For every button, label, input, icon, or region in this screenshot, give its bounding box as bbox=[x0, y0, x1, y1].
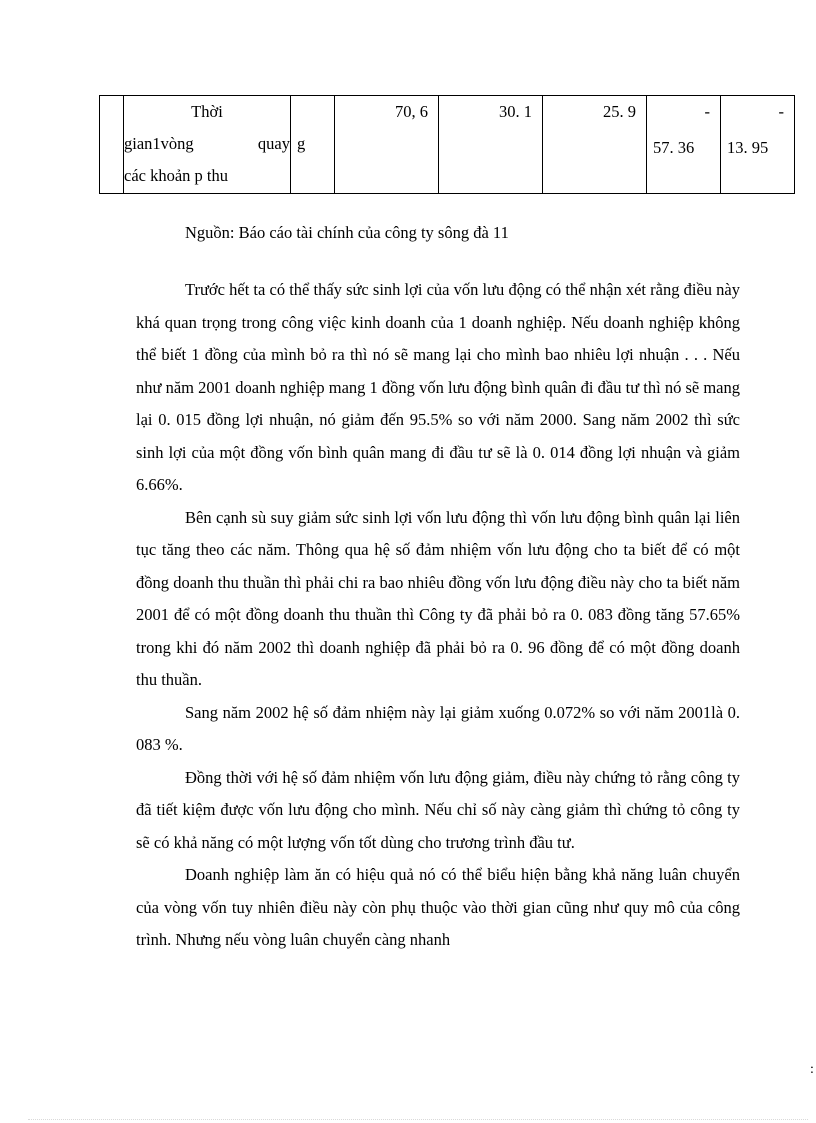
indicator-line-2 bbox=[124, 128, 290, 160]
page-mark: : bbox=[810, 1062, 814, 1077]
paragraph: Doanh nghiệp làm ăn có hiệu quả nó có thể biểu hiện bằng khả năng luân chuyển của vòng vốn tuy nhiên điều này còn phụ thuộc vào thời gian cũng như quy mô của công trình. Nhưng nếu vòng luân chuyển càng nhanh bbox=[136, 865, 740, 949]
paragraph: Trước hết ta có thể thấy sức sinh lợi của vốn lưu động có thể nhận xét rằng điều này khá quan trọng trong công việc kinh doanh của 1 doanh nghiệp. Nếu doanh nghiệp không thể biết 1 đồng của mình bỏ ra thì nó sẽ mang lại cho mình bao nhiêu lợi nhuận . . . Nếu như năm 2001 doanh nghiệp mang 1 đồng vốn lưu động bình quân đi đầu tư thì nó sẽ mang lại 0. 015 đồng lợi nhuận, nó giảm đến 95.5% so với năm 2000. Sang năm 2002 thì sức sinh lợi của một đồng vốn bình quân mang đi đầu tư sẽ là 0. 014 đồng lợi nhuận và giảm 6.66%. bbox=[136, 280, 740, 494]
change-2002-cell bbox=[721, 96, 795, 194]
value-2002-cell: 25. 9 bbox=[543, 96, 647, 194]
table-row bbox=[100, 96, 795, 194]
financial-table bbox=[99, 95, 795, 194]
change-2001-sign: - bbox=[704, 102, 710, 121]
body-text bbox=[136, 274, 740, 957]
change-2001-value: 57. 36 bbox=[653, 138, 695, 157]
value-2000-cell: 70, 6 bbox=[335, 96, 439, 194]
unit-cell: g bbox=[291, 96, 335, 194]
paragraph: Đồng thời với hệ số đảm nhiệm vốn lưu động giảm, điều này chứng tỏ rằng công ty đã tiết kiệm được vốn lưu động cho mình. Nếu chỉ số này càng giảm thì chứng tỏ công ty sẽ có khả năng có một lượng vốn tốt dùng cho trương trình đầu tư. bbox=[136, 767, 740, 852]
paragraph: Sang năm 2002 hệ số đảm nhiệm này lại giảm xuống 0.072% so với năm 2001là 0. 083 %. bbox=[136, 702, 740, 754]
change-2001-cell bbox=[647, 96, 721, 194]
stt-cell bbox=[100, 96, 124, 194]
page-bottom-divider bbox=[28, 1119, 808, 1120]
change-2002-value: 13. 95 bbox=[727, 138, 769, 157]
indicator-line-3: các khoản p thu bbox=[124, 166, 229, 185]
indicator-line-2-b: quay bbox=[257, 134, 290, 153]
source-note: Nguồn: Báo cáo tài chính của công ty sông đà 11 bbox=[185, 223, 509, 242]
indicator-cell bbox=[124, 96, 291, 194]
indicator-line-2-a: gian1vòng bbox=[124, 134, 194, 153]
value-2001-cell: 30. 1 bbox=[439, 96, 543, 194]
indicator-line-1: Thời bbox=[191, 102, 223, 121]
paragraph: Bên cạnh sù suy giảm sức sinh lợi vốn lưu động thì vốn lưu động bình quân lại liên tục tăng theo các năm. Thông qua hệ số đảm nhiệm vốn lưu động cho ta biết để có một đồng doanh thu thuần thì phải chi ra bao nhiêu đồng vốn lưu động điều này cho ta biết năm 2001 để có một đồng doanh thu thuần thì Công ty đã phải bỏ ra 0. 083 đồng tăng 57.65% trong khi đó năm 2002 thì doanh nghiệp đã phải bỏ ra 0. 96 đồng để có một đồng doanh thu thuần. bbox=[136, 507, 740, 689]
change-2002-sign: - bbox=[778, 102, 784, 121]
